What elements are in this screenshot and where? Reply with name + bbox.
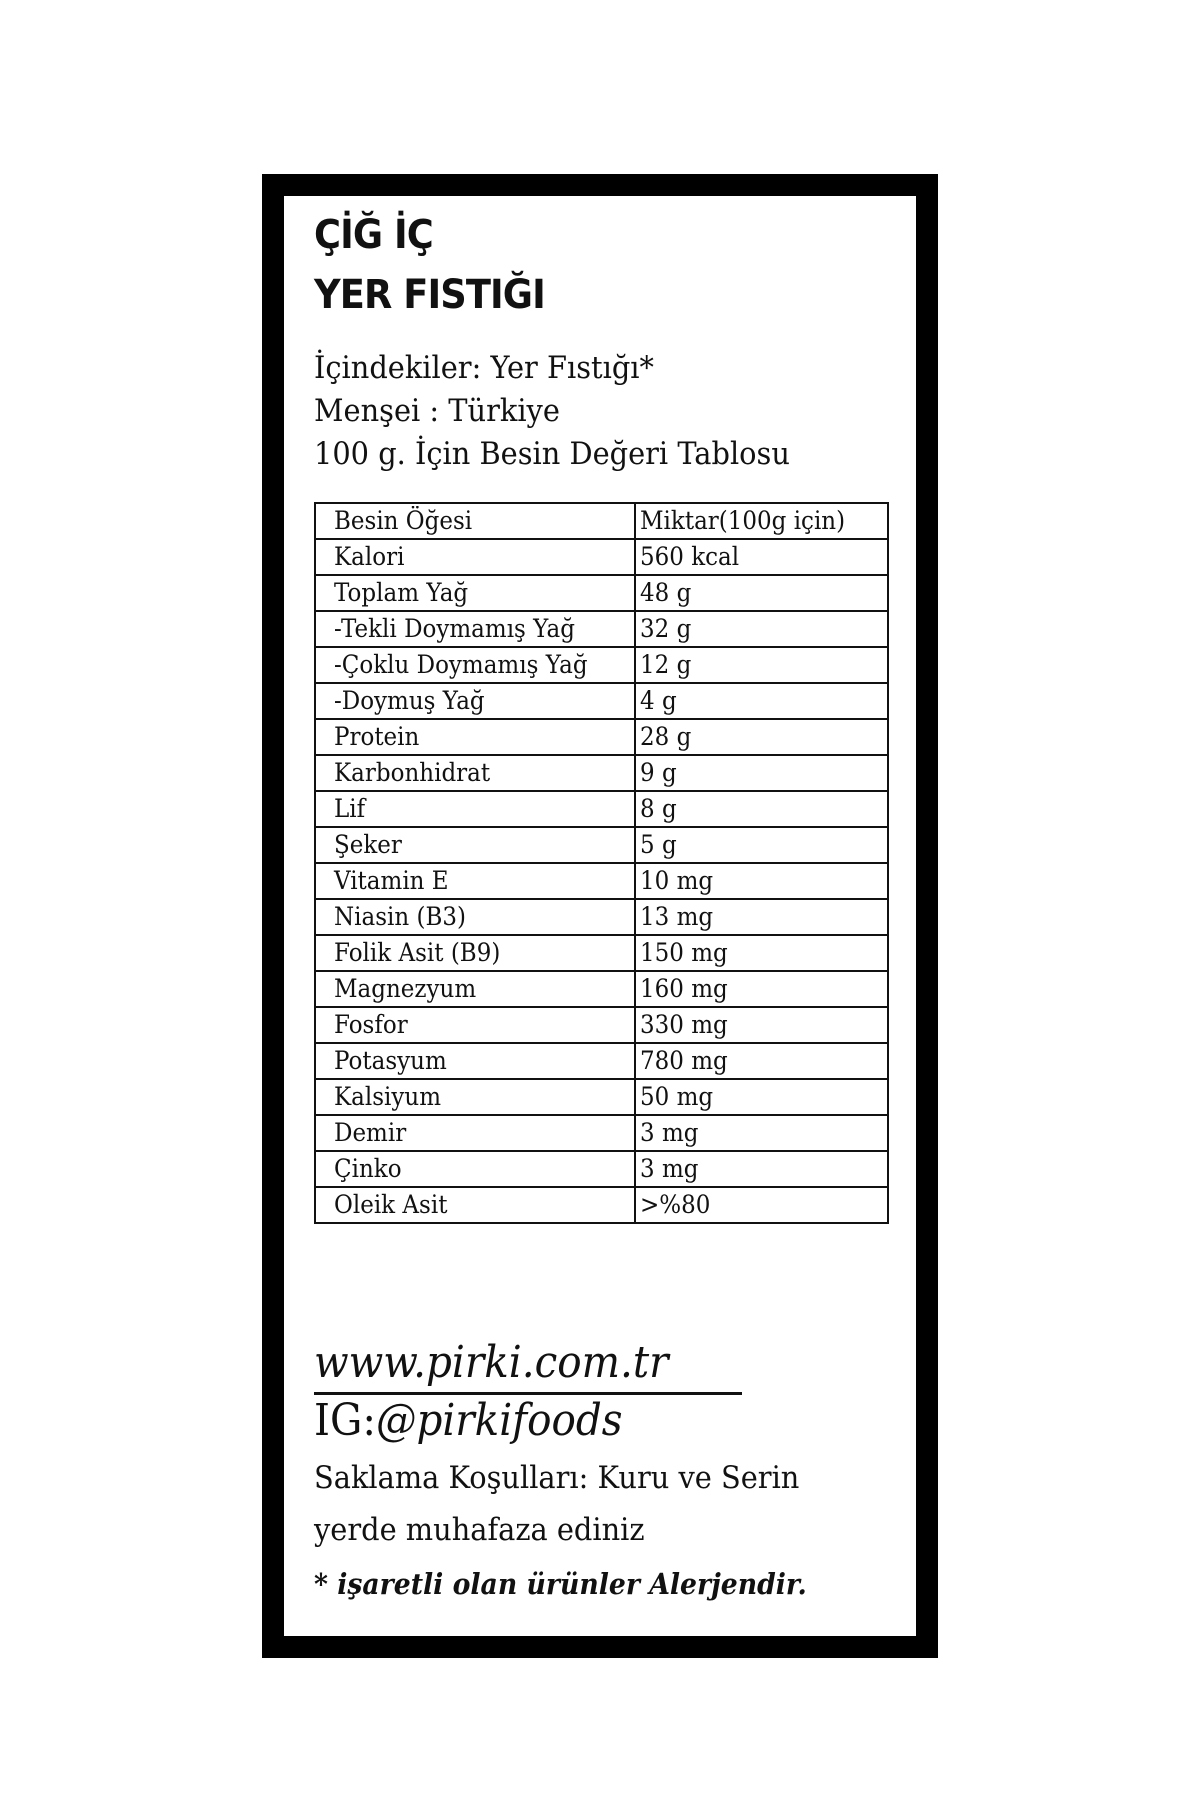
nutrient-amount: 48 g (635, 575, 888, 611)
nutrient-name: Karbonhidrat (315, 755, 635, 791)
nutrient-amount: 9 g (635, 755, 888, 791)
table-caption: 100 g. İçin Besin Değeri Tablosu (314, 436, 790, 472)
nutrient-name: Toplam Yağ (315, 575, 635, 611)
nutrient-name: Kalori (315, 539, 635, 575)
website-link[interactable]: www.pirki.com.tr (314, 1337, 669, 1388)
nutrient-amount: 560 kcal (635, 539, 888, 575)
nutrition-table (314, 502, 889, 1224)
header-amount: Miktar(100g için) (635, 503, 888, 539)
nutrient-amount: >%80 (635, 1187, 888, 1223)
nutrient-amount: 330 mg (635, 1007, 888, 1043)
table-row (315, 899, 888, 935)
nutrient-name: -Doymuş Yağ (315, 683, 635, 719)
nutrient-name: Vitamin E (315, 863, 635, 899)
table-row (315, 1079, 888, 1115)
nutrient-name: Potasyum (315, 1043, 635, 1079)
table-row (315, 935, 888, 971)
table-header-row (315, 503, 888, 539)
nutrient-amount: 50 mg (635, 1079, 888, 1115)
nutrient-name: Protein (315, 719, 635, 755)
ig-prefix: IG: (314, 1395, 376, 1446)
nutrient-name: Folik Asit (B9) (315, 935, 635, 971)
nutrient-name: Oleik Asit (315, 1187, 635, 1223)
instagram-handle[interactable] (314, 1395, 623, 1446)
nutrient-name: -Çoklu Doymamış Yağ (315, 647, 635, 683)
table-row (315, 1043, 888, 1079)
table-row (315, 611, 888, 647)
nutrient-amount: 160 mg (635, 971, 888, 1007)
nutrient-name: Fosfor (315, 1007, 635, 1043)
nutrient-amount: 4 g (635, 683, 888, 719)
nutrient-amount: 28 g (635, 719, 888, 755)
nutrient-amount: 32 g (635, 611, 888, 647)
nutrient-amount: 12 g (635, 647, 888, 683)
origin-text: Menşei : Türkiye (314, 393, 560, 429)
nutrient-name: -Tekli Doymamış Yağ (315, 611, 635, 647)
table-row (315, 539, 888, 575)
table-row (315, 827, 888, 863)
table-row (315, 1007, 888, 1043)
ig-handle: @pirkifoods (375, 1395, 623, 1446)
table-row (315, 1187, 888, 1223)
nutrient-amount: 780 mg (635, 1043, 888, 1079)
nutrient-name: Lif (315, 791, 635, 827)
storage-line-1: Saklama Koşulları: Kuru ve Serin (314, 1460, 800, 1496)
nutrient-amount: 3 mg (635, 1115, 888, 1151)
table-row (315, 791, 888, 827)
title-line-1: ÇİĞ İÇ (314, 212, 433, 258)
table-row (315, 647, 888, 683)
header-nutrient: Besin Öğesi (315, 503, 635, 539)
nutrient-amount: 13 mg (635, 899, 888, 935)
nutrient-amount: 5 g (635, 827, 888, 863)
table-row (315, 683, 888, 719)
nutrient-amount: 3 mg (635, 1151, 888, 1187)
allergen-note: * işaretli olan ürünler Alerjendir. (314, 1567, 807, 1601)
nutrient-amount: 8 g (635, 791, 888, 827)
nutrient-amount: 10 mg (635, 863, 888, 899)
table-row (315, 719, 888, 755)
nutrient-name: Niasin (B3) (315, 899, 635, 935)
ingredients-text: İçindekiler: Yer Fıstığı* (314, 350, 654, 386)
nutrient-amount: 150 mg (635, 935, 888, 971)
nutrient-name: Demir (315, 1115, 635, 1151)
table-row (315, 971, 888, 1007)
table-row (315, 755, 888, 791)
table-row (315, 863, 888, 899)
title-line-2: YER FISTIĞI (314, 272, 545, 318)
nutrient-name: Çinko (315, 1151, 635, 1187)
table-row (315, 1115, 888, 1151)
nutrient-name: Magnezyum (315, 971, 635, 1007)
nutrient-name: Şeker (315, 827, 635, 863)
nutrient-name: Kalsiyum (315, 1079, 635, 1115)
table-row (315, 575, 888, 611)
table-row (315, 1151, 888, 1187)
storage-line-2: yerde muhafaza ediniz (314, 1512, 645, 1548)
